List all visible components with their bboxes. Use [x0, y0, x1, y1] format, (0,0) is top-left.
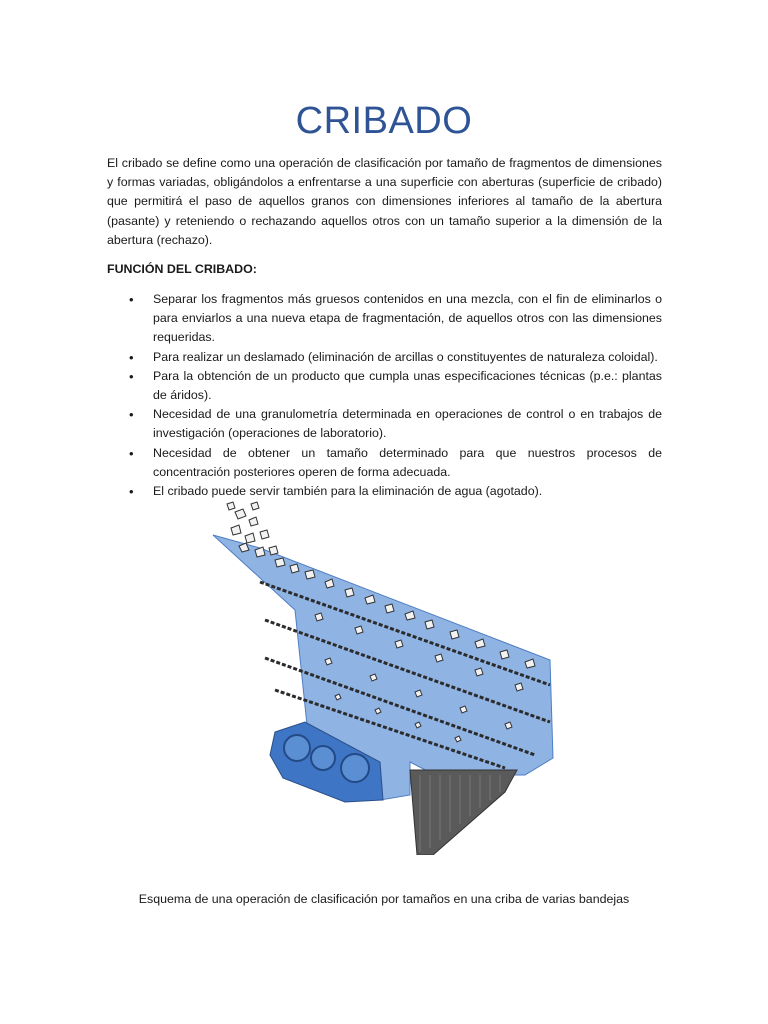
function-list — [107, 290, 662, 501]
bullet-icon: • — [129, 368, 134, 384]
list-item-text: Necesidad de obtener un tamaño determinado para que nuestros procesos de concentración posteriores operen de forma adecuada. — [153, 445, 662, 479]
discharge-hopper — [410, 770, 517, 855]
list-item-text: Para la obtención de un producto que cumpla unas especificaciones técnicas (p.e.: plantas de áridos). — [153, 368, 662, 403]
section-heading: FUNCIÓN DEL CRIBADO: — [107, 262, 257, 276]
intro-paragraph: El cribado se define como una operación de clasificación por tamaño de fragmentos de dimensiones y formas variadas, obligándolos a enfrentarse a una superficie con aberturas (superficie de cribado) que permitirá el paso de aquellos granos con dimensiones inferiores al tamaño de la abertura (pasante) y reteniendo o rechazando aquellos otros con un tamaño superior a la dimensión de la abertura (rechazo). — [107, 156, 662, 247]
list-item-text: Separar los fragmentos más gruesos contenidos en una mezcla, con el fin de eliminarlos o para enviarlos a una nueva etapa de fragmentación, de aquellos otros con las dimensiones requeridas. — [153, 292, 662, 345]
list-item-text: El cribado puede servir también para la eliminación de agua (agotado). — [153, 484, 543, 499]
bullet-icon: • — [129, 292, 134, 307]
figure-caption: Esquema de una operación de clasificación por tamaños en una criba de varias bandejas — [138, 892, 630, 906]
bullet-icon: • — [129, 407, 134, 423]
bullet-icon: • — [129, 484, 134, 500]
screen-body — [213, 535, 553, 800]
bullet-icon: • — [129, 349, 134, 365]
list-item — [107, 405, 662, 443]
list-item-text: Necesidad de una granulometría determinada en operaciones de control o en trabajos de investigación (operaciones de laboratorio). — [153, 407, 662, 441]
screen-diagram-icon — [205, 500, 565, 855]
list-item-text: Para realizar un deslamado (eliminación de arcillas o constituyentes de naturaleza coloidal). — [153, 349, 658, 364]
list-item — [107, 482, 662, 501]
list-item — [107, 290, 662, 348]
list-item — [107, 348, 662, 367]
bullet-icon: • — [129, 445, 134, 461]
list-item — [107, 444, 662, 482]
page-title: CRIBADO — [295, 100, 473, 142]
list-item — [107, 367, 662, 405]
